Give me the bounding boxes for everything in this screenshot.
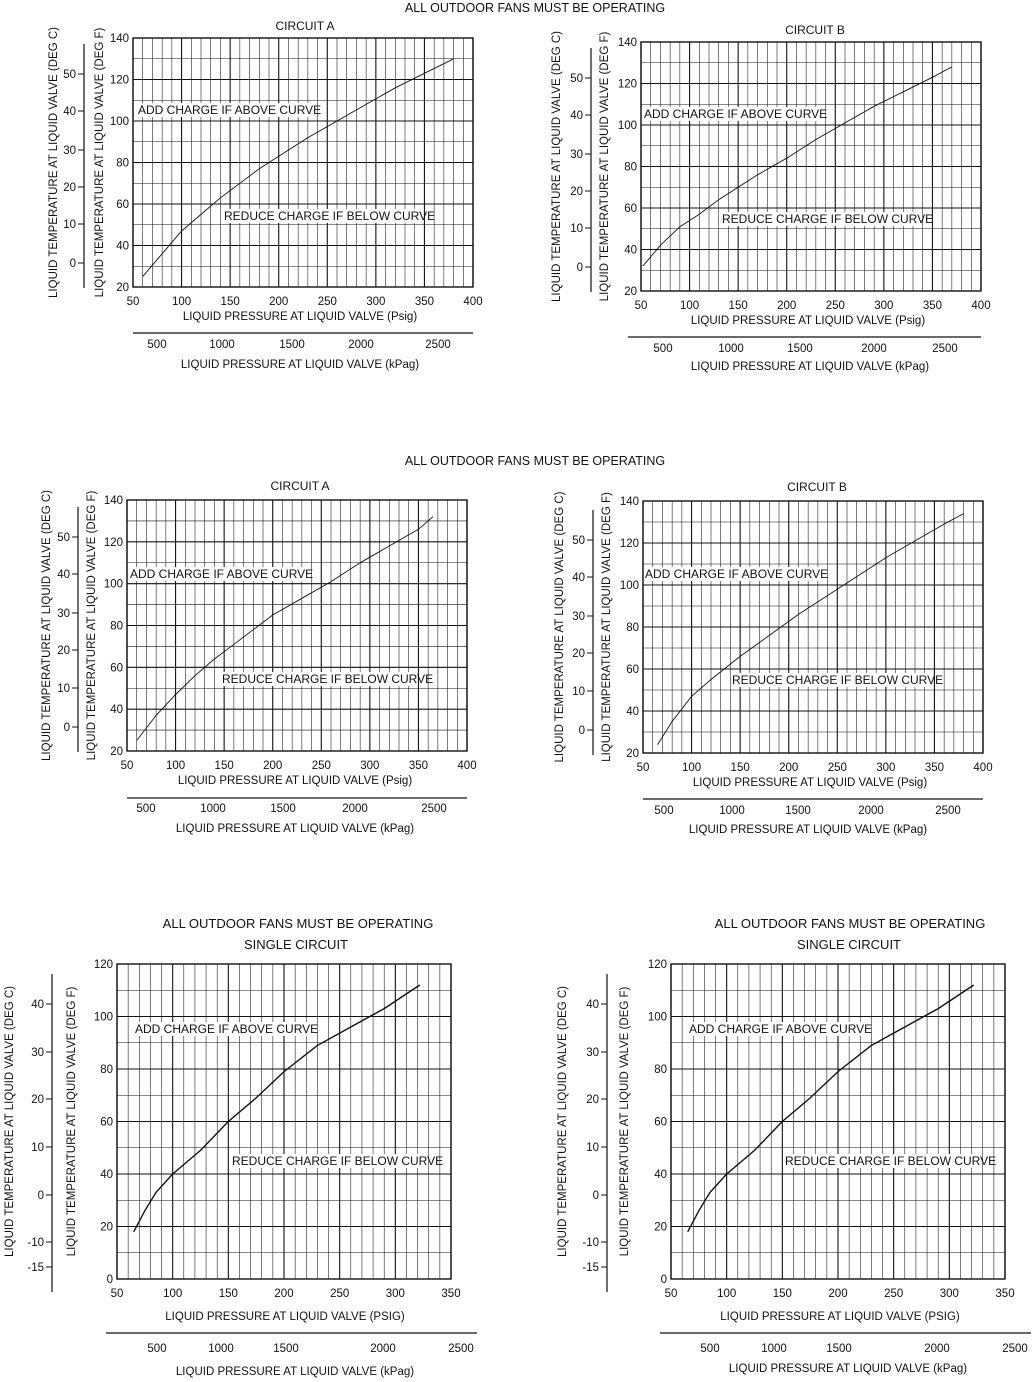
x-tick-label: 300 [939,1288,959,1300]
c-tick-label: 40 [31,999,44,1011]
kpa-tick-label: 2000 [348,339,374,351]
y-axis-title-f: LIQUID TEMPERATURE AT LIQUID VALVE (DEG F) [66,986,78,1257]
x-tick-label: 200 [828,1288,848,1300]
y-tick-label: 120 [103,536,123,549]
y-tick-label: 60 [116,199,129,211]
x-tick-label: 350 [922,300,943,312]
c-tick-label: 50 [63,69,76,81]
c-tick-label: 10 [31,1142,44,1154]
annotation-above: ADD CHARGE IF ABOVE CURVE [644,107,828,121]
x-tick-label: 300 [360,760,380,772]
y-tick-label: 140 [617,37,637,49]
kpa-axis-title: LIQUID PRESSURE AT LIQUID VALVE (kPag) [688,824,928,836]
kpa-tick-label: 1500 [279,339,305,351]
c-tick-label: -10 [582,1237,599,1249]
annotation-below: REDUCE CHARGE IF BELOW CURVE [785,1154,997,1168]
y-tick-label: 120 [619,538,639,550]
kpa-tick-label: 500 [654,805,674,817]
c-tick-label: -10 [27,1237,44,1249]
kpa-tick-label: 2000 [342,803,368,815]
c-tick-label: 30 [586,1047,599,1059]
header-row3-right: ALL OUTDOOR FANS MUST BE OPERATING [714,916,986,931]
x-tick-label: 150 [220,296,240,308]
kpa-tick-label: 2000 [861,343,887,355]
annotation-below: REDUCE CHARGE IF BELOW CURVE [224,209,436,223]
c-tick-label: 30 [570,149,583,161]
kpa-tick-label: 2500 [421,803,447,815]
kpa-tick-label: 2000 [924,1343,950,1355]
c-tick-label: 20 [57,645,70,657]
chart-title: SINGLE CIRCUIT [243,937,349,952]
y-tick-label: 80 [624,161,637,174]
chart-body [554,480,993,836]
c-tick-label: 0 [37,1190,44,1202]
c-tick-label: 0 [63,722,70,734]
x-axis-title: LIQUID PRESSURE AT LIQUID VALVE (Psig) [182,311,418,323]
x-tick-label: 50 [126,296,140,308]
chart-single-circuit-right [550,930,1033,1382]
x-tick-label: 400 [457,760,477,772]
annotation-below: REDUCE CHARGE IF BELOW CURVE [722,212,934,226]
kpa-axis-title: LIQUID PRESSURE AT LIQUID VALVE (kPag) [690,361,930,373]
y-tick-label: 40 [110,704,123,717]
kpa-tick-label: 2500 [932,343,958,355]
x-tick-label: 350 [924,762,945,774]
y-tick-label: 20 [110,746,123,758]
chart-circuit-b-top [520,0,1033,380]
x-tick-label: 150 [728,300,748,312]
kpa-axis-title: LIQUID PRESSURE AT LIQUID VALVE (kPag) [728,1363,968,1375]
c-tick-label: 10 [570,223,583,235]
x-tick-label: 250 [827,762,847,774]
y-tick-label: 100 [619,580,639,592]
chart-title: CIRCUIT B [785,23,845,37]
kpa-tick-label: 1500 [270,803,296,815]
y-tick-label: 0 [660,1274,667,1286]
y-tick-label: 20 [624,286,637,298]
y-tick-label: 40 [116,240,129,253]
kpa-tick-label: 500 [700,1343,720,1355]
annotation-above: ADD CHARGE IF ABOVE CURVE [645,567,829,581]
x-tick-label: 200 [777,300,797,312]
y-tick-label: 60 [626,664,639,676]
y-tick-label: 20 [626,748,639,760]
c-tick-label: 20 [586,1094,599,1106]
kpa-axis-title: LIQUID PRESSURE AT LIQUID VALVE (kPag) [175,823,415,835]
kpa-tick-label: 1500 [787,343,813,355]
kpa-axis-title: LIQUID PRESSURE AT LIQUID VALVE (kPag) [180,359,420,371]
c-tick-label: 50 [570,73,583,85]
y-axis-title-f: LIQUID TEMPERATURE AT LIQUID VALVE (DEG F) [601,492,613,762]
x-axis-title: LIQUID PRESSURE AT LIQUID VALVE (PSIG) [720,1311,960,1323]
y-tick-label: 120 [617,78,637,91]
chart-title: CIRCUIT A [275,19,335,33]
c-tick-label: 0 [592,1190,599,1202]
annotation-below: REDUCE CHARGE IF BELOW CURVE [732,673,944,687]
kpa-tick-label: 1500 [785,805,811,817]
y-axis-title-f: LIQUID TEMPERATURE AT LIQUID VALVE (DEG F) [599,31,611,302]
c-tick-label: 40 [586,999,599,1011]
y-axis-title-c: LIQUID TEMPERATURE AT LIQUID VALVE (DEG C) [557,986,569,1257]
c-tick-label: 30 [572,611,585,623]
series-line-0 [658,514,964,745]
kpa-tick-label: 2000 [370,1343,396,1355]
x-tick-label: 50 [636,762,650,774]
annotation-above: ADD CHARGE IF ABOVE CURVE [135,1022,319,1036]
y-tick-label: 140 [619,496,639,508]
kpa-tick-label: 1000 [209,339,235,351]
kpa-tick-label: 2500 [1002,1343,1028,1355]
x-tick-label: 350 [408,760,429,772]
y-tick-label: 60 [654,1116,667,1129]
x-tick-label: 300 [385,1288,405,1300]
x-axis-title: LIQUID PRESSURE AT LIQUID VALVE (Psig) [692,777,928,789]
c-tick-label: 10 [572,686,585,698]
chart-single-circuit-left [0,930,500,1382]
x-tick-label: 350 [414,296,435,308]
x-tick-label: 50 [120,760,134,772]
chart-circuit-b-middle [520,460,1033,840]
x-tick-label: 300 [366,296,386,308]
c-tick-label: 20 [63,182,76,194]
c-tick-label: 30 [63,145,76,157]
y-tick-label: 100 [617,120,637,132]
x-tick-label: 250 [311,760,331,772]
y-tick-label: 0 [106,1274,113,1286]
annotation-above: ADD CHARGE IF ABOVE CURVE [138,103,322,117]
y-axis-title-f: LIQUID TEMPERATURE AT LIQUID VALVE (DEG F) [619,986,631,1257]
y-axis-title-c: LIQUID TEMPERATURE AT LIQUID VALVE (DEG C) [4,986,16,1257]
c-tick-label: -15 [27,1262,44,1274]
x-tick-label: 400 [463,296,483,308]
x-tick-label: 100 [681,762,702,774]
y-axis-title-c: LIQUID TEMPERATURE AT LIQUID VALVE (DEG C) [48,27,60,298]
y-tick-label: 40 [626,706,639,718]
chart-body [557,937,1031,1375]
x-tick-label: 50 [634,300,648,312]
y-tick-label: 120 [647,959,667,971]
x-tick-label: 400 [971,300,991,312]
c-tick-label: 20 [31,1094,44,1106]
x-tick-label: 350 [441,1288,461,1300]
x-tick-label: 250 [884,1288,904,1300]
x-axis-title: LIQUID PRESSURE AT LIQUID VALVE (Psig) [690,315,926,327]
annotation-above: ADD CHARGE IF ABOVE CURVE [689,1022,873,1036]
x-tick-label: 100 [163,1288,183,1300]
y-tick-label: 100 [103,578,123,591]
chart-title: CIRCUIT A [270,479,330,493]
x-tick-label: 300 [874,300,894,312]
x-tick-label: 100 [165,760,186,772]
header-row1: ALL OUTDOOR FANS MUST BE OPERATING [404,1,666,15]
y-tick-label: 60 [100,1116,113,1129]
kpa-tick-label: 500 [147,1343,167,1355]
y-axis-title-f: LIQUID TEMPERATURE AT LIQUID VALVE (DEG F) [86,490,98,761]
y-axis-title-c: LIQUID TEMPERATURE AT LIQUID VALVE (DEG C) [551,31,563,302]
kpa-tick-label: 1000 [719,805,745,817]
y-tick-label: 60 [624,203,637,215]
x-tick-label: 250 [825,300,845,312]
x-axis-title: LIQUID PRESSURE AT LIQUID VALVE (Psig) [177,775,413,787]
c-tick-label: 20 [572,648,585,660]
kpa-tick-label: 1000 [200,803,226,815]
x-tick-label: 100 [717,1288,737,1300]
c-tick-label: 30 [57,608,70,620]
c-tick-label: 50 [57,532,70,544]
y-tick-label: 100 [93,1011,113,1024]
kpa-tick-label: 2000 [858,805,884,817]
kpa-axis-title: LIQUID PRESSURE AT LIQUID VALVE (kPag) [175,1366,415,1378]
chart-body [48,19,483,371]
c-tick-label: 0 [576,262,583,274]
y-tick-label: 40 [100,1169,113,1181]
kpa-tick-label: 2500 [935,805,961,817]
kpa-tick-label: 1500 [273,1343,299,1355]
c-tick-label: 40 [570,110,583,122]
x-tick-label: 50 [664,1288,678,1300]
chart-body [41,479,477,835]
c-tick-label: 10 [63,219,76,231]
y-tick-label: 120 [93,959,113,971]
annotation-below: REDUCE CHARGE IF BELOW CURVE [222,672,434,686]
x-tick-label: 250 [330,1288,350,1300]
y-tick-label: 40 [654,1169,667,1181]
y-axis-title-c: LIQUID TEMPERATURE AT LIQUID VALVE (DEG C) [41,490,53,761]
y-tick-label: 80 [116,157,129,170]
y-tick-label: 80 [110,620,123,633]
x-tick-label: 400 [973,762,993,774]
kpa-tick-label: 500 [147,339,167,351]
annotation-below: REDUCE CHARGE IF BELOW CURVE [232,1154,444,1168]
c-tick-label: -15 [582,1262,599,1274]
x-tick-label: 150 [214,760,234,772]
y-tick-label: 140 [103,495,123,507]
kpa-tick-label: 1500 [826,1343,852,1355]
x-tick-label: 350 [995,1288,1015,1300]
y-tick-label: 20 [654,1221,667,1234]
y-tick-label: 140 [109,33,129,45]
kpa-tick-label: 500 [653,343,673,355]
chart-body [4,937,477,1378]
c-tick-label: 50 [572,535,585,547]
kpa-tick-label: 2500 [448,1343,474,1355]
x-tick-label: 200 [263,760,283,772]
kpa-tick-label: 1000 [718,343,744,355]
c-tick-label: 0 [578,725,585,737]
x-tick-label: 200 [274,1288,294,1300]
x-tick-label: 150 [218,1288,238,1300]
chart-body [551,23,991,373]
y-tick-label: 80 [100,1064,113,1076]
annotation-above: ADD CHARGE IF ABOVE CURVE [130,567,314,581]
kpa-tick-label: 500 [136,803,156,815]
y-tick-label: 80 [654,1064,667,1076]
y-tick-label: 80 [626,622,639,634]
kpa-tick-label: 1000 [208,1343,234,1355]
x-tick-label: 200 [779,762,799,774]
y-tick-label: 20 [116,282,129,294]
x-tick-label: 150 [772,1288,792,1300]
x-tick-label: 100 [679,300,700,312]
y-tick-label: 20 [100,1221,113,1234]
c-tick-label: 40 [57,569,70,581]
series-line-0 [137,517,433,741]
y-axis-title-c: LIQUID TEMPERATURE AT LIQUID VALVE (DEG C) [554,491,566,763]
header-row2: ALL OUTDOOR FANS MUST BE OPERATING [404,454,666,468]
c-tick-label: 30 [31,1047,44,1059]
c-tick-label: 40 [572,572,585,584]
kpa-tick-label: 1000 [761,1343,787,1355]
x-tick-label: 100 [171,296,192,308]
c-tick-label: 0 [69,258,76,270]
y-tick-label: 60 [110,662,123,675]
c-tick-label: 20 [570,186,583,198]
chart-title: CIRCUIT B [787,480,847,494]
x-tick-label: 300 [876,762,896,774]
x-tick-label: 200 [269,296,289,308]
y-axis-title-f: LIQUID TEMPERATURE AT LIQUID VALVE (DEG F) [94,27,106,298]
c-tick-label: 10 [57,683,70,695]
kpa-tick-label: 2500 [425,339,451,351]
y-tick-label: 120 [109,74,129,87]
c-tick-label: 10 [586,1142,599,1154]
header-row3-left: ALL OUTDOOR FANS MUST BE OPERATING [162,916,434,931]
chart-circuit-a-top [0,0,500,380]
x-tick-label: 50 [110,1288,124,1300]
c-tick-label: 40 [63,106,76,118]
chart-circuit-a-middle [0,460,500,840]
chart-title: SINGLE CIRCUIT [796,937,902,952]
y-tick-label: 100 [647,1011,667,1024]
x-tick-label: 250 [317,296,337,308]
y-tick-label: 40 [624,244,637,257]
x-tick-label: 150 [730,762,750,774]
x-axis-title: LIQUID PRESSURE AT LIQUID VALVE (PSIG) [165,1311,405,1323]
y-tick-label: 100 [109,116,129,128]
